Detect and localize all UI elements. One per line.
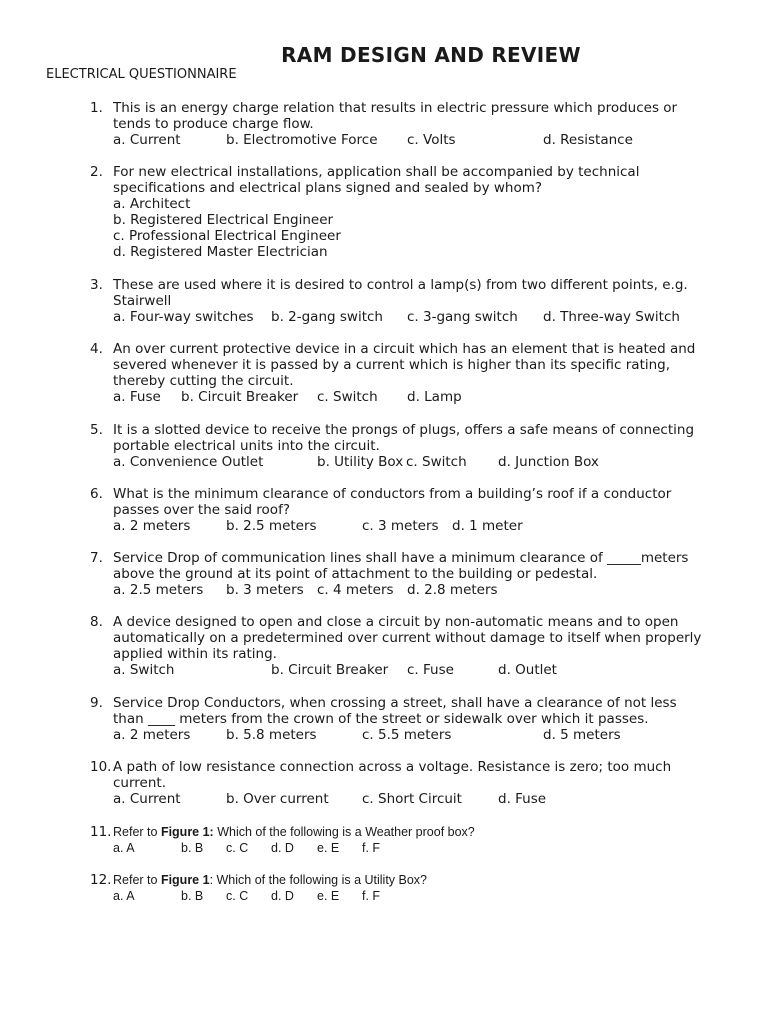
option-d: d. 2.8 meters [407,582,498,598]
question-line: For new electrical installations, application shall be accompanied by technical [113,164,640,180]
question-text [113,422,723,454]
question-number: 9. [90,695,103,711]
figure-reference: Figure 1: [160,825,214,839]
question-number: 10. [90,759,112,775]
option-d: d. Resistance [543,132,633,148]
question-number: 4. [90,341,103,357]
option-a: a. Fuse [113,389,161,405]
option-a: a. 2 meters [113,727,191,743]
question-line: What is the minimum clearance of conductors from a building’s roof if a conductor [113,486,672,502]
option-a: a. Switch [113,662,175,678]
question-number: 6. [90,486,103,502]
question-line: Service Drop Conductors, when crossing a street, shall have a clearance of not less [113,695,677,711]
option-a: a. Current [113,791,181,807]
question-line: A device designed to open and close a circuit by non-automatic means and to open [113,614,679,630]
option-b: b. B [181,841,204,855]
question-line: A path of low resistance connection across a voltage. Resistance is zero; too much [113,759,672,775]
option-b: b. 5.8 meters [226,727,317,743]
option-d: d. D [271,889,294,903]
question-text [113,872,723,888]
option-d: d. Junction Box [498,454,599,470]
option-c: c. C [226,841,249,855]
option-e: e. E [317,841,340,855]
question-line: These are used where it is desired to control a lamp(s) from two different points, e.g. [113,277,688,293]
option-d: d. Fuse [498,791,547,807]
question-line: tends to produce charge flow. [113,116,314,132]
question-text [113,277,723,309]
option-d: d. Outlet [498,662,557,678]
question-text [113,486,723,518]
question-text [113,614,723,662]
option-a: a. Four-way switches [113,309,254,325]
option-d: d. Registered Master Electrician [113,244,328,260]
option-a: a. Architect [113,196,191,212]
question-text [113,695,723,727]
option-c: c. Switch [406,454,467,470]
option-e: e. E [317,889,340,903]
option-d: d. 5 meters [543,727,621,743]
option-a: a. 2 meters [113,518,191,534]
question-line: thereby cutting the circuit. [113,373,294,389]
page-title: RAM DESIGN AND REVIEW [281,43,581,67]
question-number: 7. [90,550,103,566]
option-b: b. B [181,889,204,903]
option-b: b. Electromotive Force [226,132,378,148]
question-line: specifications and electrical plans signed and sealed by whom? [113,180,543,196]
question-text [113,759,723,791]
option-c: c. Switch [317,389,378,405]
question-number: 3. [90,277,103,293]
question-text [113,100,723,132]
option-c: c. C [226,889,249,903]
question-prefix: Refer to [113,873,161,887]
question-line: current. [113,775,166,791]
option-b: b. Circuit Breaker [271,662,389,678]
option-b: b. Registered Electrical Engineer [113,212,334,228]
option-c: c. 3 meters [362,518,439,534]
question-line: It is a slotted device to receive the prongs of plugs, offers a safe means of connecting [113,422,695,438]
option-f: f. F [362,889,381,903]
question-rest: : Which of the following is a Utility Box? [209,873,428,887]
option-b: b. 2-gang switch [271,309,383,325]
option-c: c. 4 meters [317,582,394,598]
option-d: d. 1 meter [452,518,523,534]
option-b: b. Utility Box [317,454,404,470]
question-line: Service Drop of communication lines shall have a minimum clearance of _____meters [113,550,689,566]
option-b: b. 2.5 meters [226,518,317,534]
question-line: An over current protective device in a circuit which has an element that is heated and [113,341,696,357]
option-c: c. Fuse [407,662,454,678]
question-line: severed whenever it is passed by a current which is higher than its specific rating, [113,357,671,373]
question-text [113,550,723,582]
question-number: 11. [90,824,112,840]
option-f: f. F [362,841,381,855]
question-number: 5. [90,422,103,438]
question-number: 1. [90,100,103,116]
question-line: than ____ meters from the crown of the street or sidewalk over which it passes. [113,711,649,727]
question-text [113,824,723,840]
option-c: c. Short Circuit [362,791,462,807]
option-a: a. Current [113,132,181,148]
option-d: d. Three-way Switch [543,309,680,325]
question-line: portable electrical units into the circuit. [113,438,380,454]
option-b: b. Over current [226,791,329,807]
question-prefix: Refer to [113,825,161,839]
question-line: This is an energy charge relation that results in electric pressure which produces or [113,100,678,116]
figure-reference: Figure 1 [160,873,210,887]
option-a: a. A [113,841,135,855]
option-b: b. 3 meters [226,582,304,598]
option-c: c. 5.5 meters [362,727,452,743]
option-a: a. A [113,889,135,903]
option-c: c. Professional Electrical Engineer [113,228,341,244]
question-line: applied within its rating. [113,646,277,662]
option-c: c. Volts [407,132,456,148]
option-c: c. 3-gang switch [407,309,518,325]
question-number: 8. [90,614,103,630]
question-number: 2. [90,164,103,180]
question-text [113,164,723,196]
question-line: automatically on a predetermined over current without damage to itself when properly [113,630,702,646]
option-d: d. D [271,841,294,855]
question-line: passes over the said roof? [113,502,290,518]
question-line: above the ground at its point of attachment to the building or pedestal. [113,566,598,582]
question-line: Stairwell [113,293,172,309]
option-b: b. Circuit Breaker [181,389,299,405]
page-subtitle: ELECTRICAL QUESTIONNAIRE [46,67,237,82]
option-a: a. 2.5 meters [113,582,204,598]
question-number: 12. [90,872,112,888]
question-text [113,341,723,389]
option-a: a. Convenience Outlet [113,454,264,470]
question-rest: Which of the following is a Weather proof box? [213,825,475,839]
option-d: d. Lamp [407,389,462,405]
